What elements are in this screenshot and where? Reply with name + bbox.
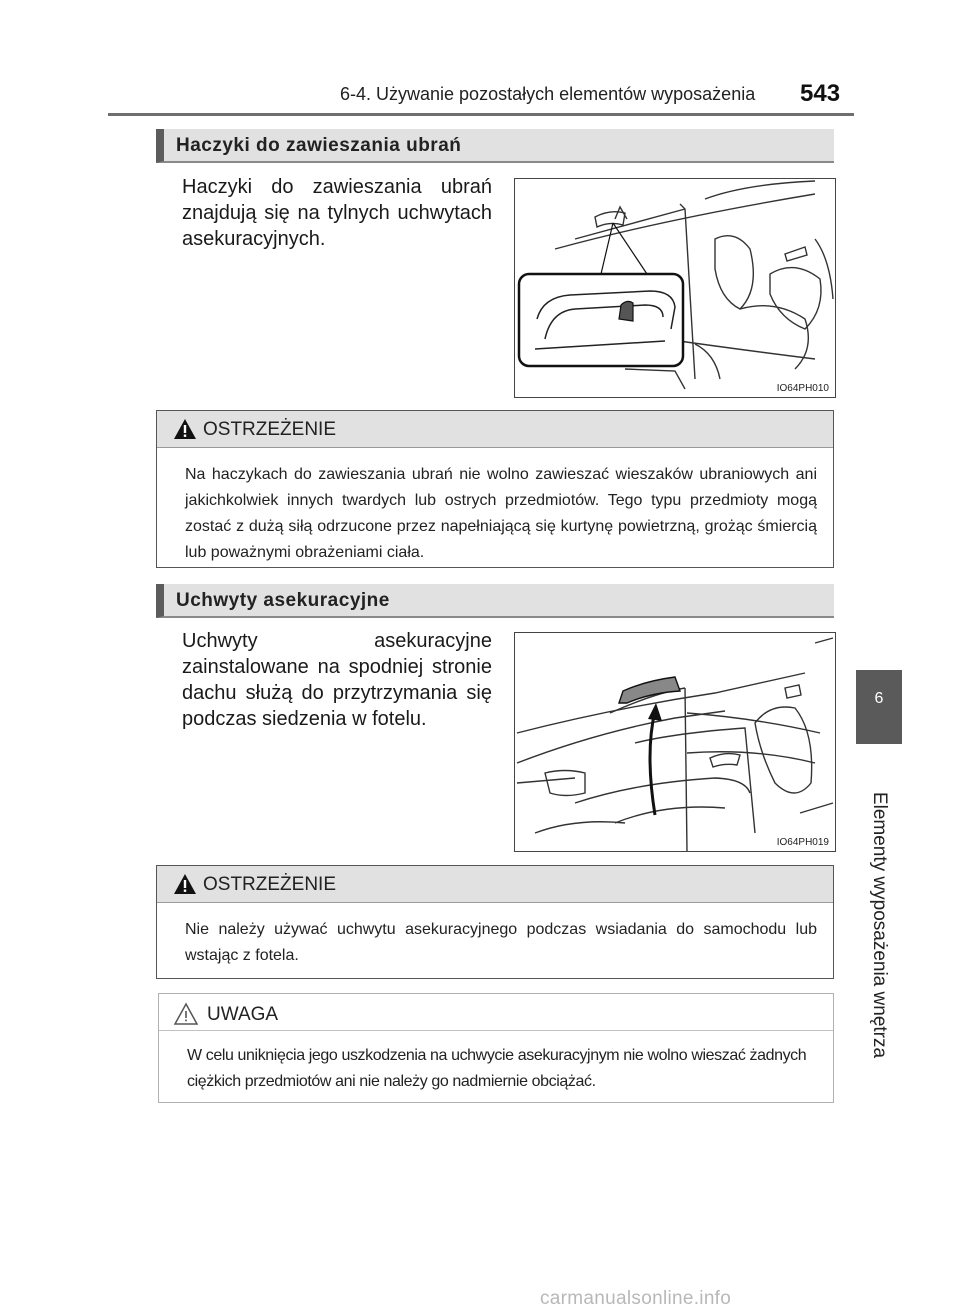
- section2-body: Uchwyty asekuracyjne zainstalowane na spodniej stronie dachu służą do przytrzymania się podczas siedzenia w fotelu.: [182, 630, 492, 730]
- chapter-title-vertical: [856, 760, 902, 1090]
- figure-id-label: IO64PH019: [776, 837, 829, 848]
- section-heading-text: Haczyki do zawieszania ubrań: [176, 135, 462, 156]
- caution-triangle-outline-icon: [173, 1002, 199, 1026]
- section-heading-text: Uchwyty asekuracyjne: [176, 590, 390, 611]
- warning-box-hooks: [156, 410, 834, 568]
- notice-label: UWAGA: [207, 1004, 279, 1025]
- section-heading-assist-grips: [156, 584, 834, 618]
- section-heading-clothes-hooks: [156, 129, 834, 163]
- notice-text: W celu uniknięcia jego uszkodzenia na uchwycie asekuracyjnym nie wolno wieszać żadnych ciężkich przedmiotów ani nie należy go nadmiernie obciążać.: [187, 1047, 807, 1090]
- figure-assist-grip: [514, 632, 836, 852]
- section1-body: Haczyki do zawieszania ubrań znajdują się na tylnych uchwytach asekuracyjnych.: [182, 176, 492, 250]
- warning-label: OSTRZEŻENIE: [203, 419, 337, 440]
- header-rule: [108, 113, 854, 116]
- chapter-number: 6: [874, 690, 884, 707]
- warning-triangle-icon: [173, 873, 197, 895]
- warning-header: [157, 411, 833, 448]
- page-number: 543: [800, 80, 841, 107]
- warning-text: Na haczykach do zawieszania ubrań nie wolno zawieszać wieszaków ubraniowych ani jakichkolwiek innych twardych lub ostrych przedmiotów. Tego typu przedmioty mogą zostać z dużą siłą odrzucone przez napełniającą się kurtynę powietrzną, grożąc śmiercią lub poważnymi obrażeniami ciała.: [185, 466, 817, 561]
- warning-text: Nie należy używać uchwytu asekuracyjnego podczas wsiadania do samochodu lub wstając z fotela.: [185, 921, 817, 964]
- clothes-hook-illustration: [515, 179, 835, 397]
- assist-grip-illustration: [515, 633, 835, 851]
- chapter-tab: [856, 670, 902, 744]
- running-header-title: 6-4. Używanie pozostałych elementów wyposażenia: [340, 84, 756, 104]
- notice-box: [158, 993, 834, 1103]
- watermark: carmanualsonline.info: [540, 1288, 732, 1309]
- notice-header: [159, 994, 833, 1031]
- figure-id-label: IO64PH010: [776, 383, 829, 394]
- warning-box-grips: [156, 865, 834, 979]
- warning-triangle-icon: [173, 418, 197, 440]
- chapter-title: Elementy wyposażenia wnętrza: [869, 791, 890, 1059]
- warning-label: OSTRZEŻENIE: [203, 874, 337, 895]
- figure-clothes-hook: [514, 178, 836, 398]
- warning-header: [157, 866, 833, 903]
